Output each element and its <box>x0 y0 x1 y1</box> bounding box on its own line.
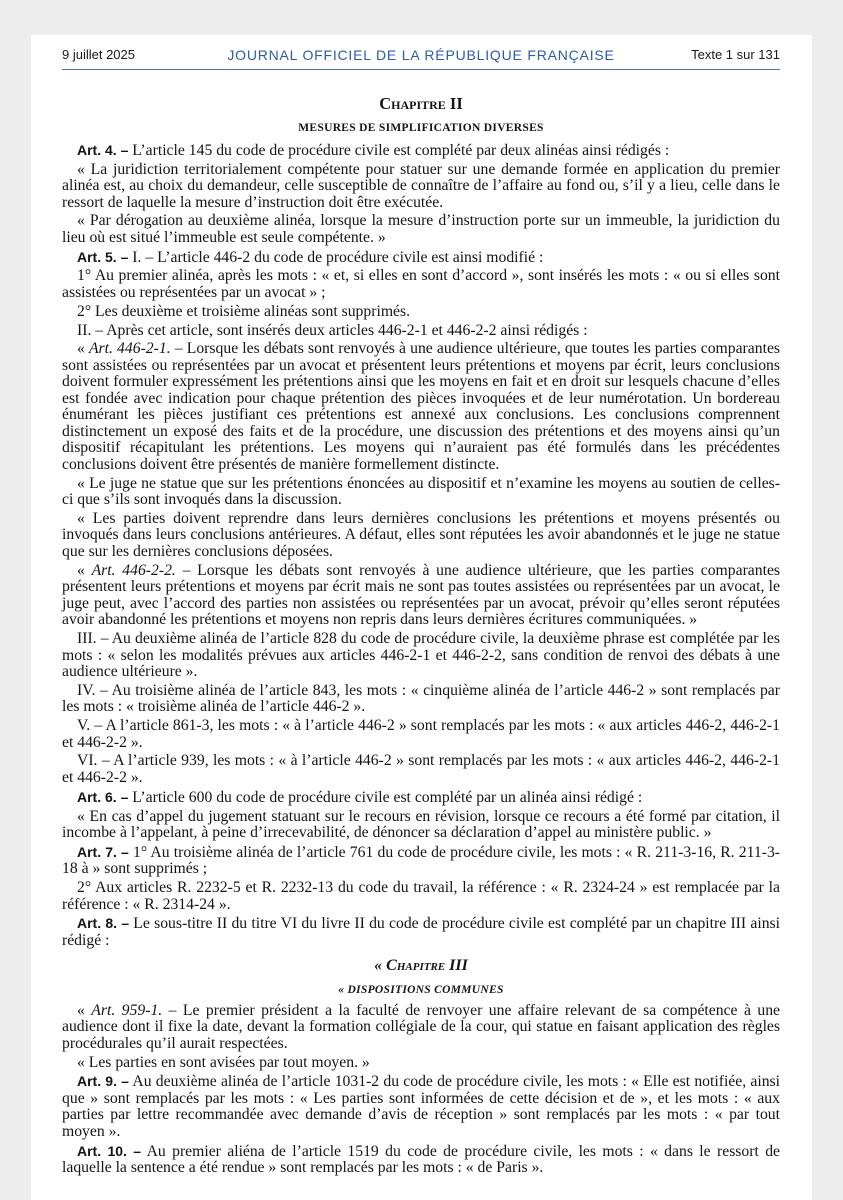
article-5-part-iii: III. – Au deuxième alinéa de l’article 828 du code de procédure civile, la deuxième phrase est complétée par les mots : « selon les modalités prévues aux articles 446-2-1 et 446-2-2, sans condition de renvoi des débats à une audience ultérieure ». <box>62 630 780 681</box>
article-6-intro <box>62 789 780 807</box>
article-446-2-2 <box>62 563 780 629</box>
article-9-label: Art. 9. – <box>77 1073 129 1090</box>
document-body <box>62 94 780 1177</box>
article-4-paragraph-2: « Par dérogation au deuxième alinéa, lorsque la mesure d’instruction porte sur un immeuble, la juridiction du lieu où est situé l’immeuble est seule compétente. » <box>62 212 780 246</box>
header-date: 9 juillet 2025 <box>62 47 135 62</box>
chapter-iii-heading: « DISPOSITIONS COMMUNES <box>338 984 504 997</box>
article-4-label: Art. 4. – <box>77 141 129 158</box>
article-5-part-vi: VI. – A l’article 939, les mots : « à l’article 446-2 » sont remplacés par les mots : « aux articles 446-2, 446-2-1 et 446-2-2 ». <box>62 752 780 786</box>
article-7-item-2: 2° Aux articles R. 2232-5 et R. 2232-13 du code du travail, la référence : « R. 2324-24 » est remplacée par la référence : « R. 2314-24 ». <box>62 879 780 913</box>
article-959-1-ref: Art. 959-1. <box>91 1001 163 1019</box>
article-9-text: Au deuxième alinéa de l’article 1031-2 du code de procédure civile, les mots : « Elle est notifiée, ainsi que » sont remplacés par les mots : « Les parties sont informées de cette décision et de », et les mots : « aux parties par lettre recommandée avec demande d’avis de réception » sont remplacés par les mots : « par tout moyen ». <box>62 1073 781 1140</box>
article-446-2-1-ref: Art. 446-2-1. <box>88 340 171 358</box>
article-446-2-2-ref: Art. 446-2-2. <box>91 561 176 579</box>
article-5-part-iv: IV. – Au troisième alinéa de l’article 843, les mots : « cinquième alinéa de l’article 446-2 » sont remplacés par les mots : « troisième alinéa de l’article 446-2 ». <box>62 681 780 716</box>
article-446-2-2-open-quote: « <box>77 561 85 579</box>
article-446-2-1-paragraph-2: « Le juge ne statue que sur les prétentions énoncées au dispositif et n’examine les moyens au soutien de celles-ci que s’ils sont invoqués dans la discussion. <box>62 474 780 509</box>
article-446-2-2-text: – Lorsque les débats sont renvoyés à une audience ultérieure, que les parties comparantes présentent leurs prétentions et moyens par écrit mais ne sont pas toutes assistées ou représentées par un avocat, le juge peut, avec l’accord des parties non assistées ou représentées par un avocat, prévoir qu’elles seront réputées avoir abandonné les prétentions et moyens non repris dans leurs dernières écritures communiquées. » <box>62 561 781 629</box>
article-7-label: Art. 7. – <box>77 843 129 860</box>
chapter-ii-title: Chapitre II <box>379 94 463 113</box>
article-7-text: 1° Au troisième alinéa de l’article 761 du code de procédure civile, les mots : « R. 211-3-16, R. 211-3-18 à » sont supprimés ; <box>62 843 781 878</box>
article-446-2-1 <box>62 341 780 473</box>
article-5-part-ii: II. – Après cet article, sont insérés deux articles 446-2-1 et 446-2-2 ainsi rédigés : <box>77 321 588 339</box>
article-9 <box>62 1073 780 1140</box>
article-959-1-open-quote: « <box>77 1001 85 1019</box>
article-7-intro <box>62 844 780 878</box>
article-4-intro <box>62 142 780 160</box>
article-446-2-1-open-quote: « <box>77 340 85 358</box>
article-446-2-1-text: – Lorsque les débats sont renvoyés à une audience ultérieure, que toutes les parties comparantes sont assistées ou représentées par un avocat et présentent leurs prétentions et moyens par écrit, leurs conclusions doivent formuler expressément les prétentions ainsi que les moyens en fait et en droit sur lesquels chacune d’elles est fondée avec indication pour chaque prétention des pièces invoquées et de leur numérotation. Un bordereau énumérant les pièces justifiant ces prétentions est annexé aux conclusions. Les conclusions comprennent distinctement un exposé des faits et de la procédure, une discussion des prétentions et des moyens ainsi qu’un dispositif récapitulant les prétentions. Les moyens qui n’auraient pas été formulés dans les précédentes conclusions doivent être présentés de manière formellement distincte. <box>62 340 781 473</box>
article-6-label: Art. 6. – <box>77 788 129 805</box>
article-5-item-1: 1° Au premier alinéa, après les mots : « et, si elles en sont d’accord », sont insérés les mots : « ou si elles sont assistées ou représentées par un avocat » ; <box>62 267 780 301</box>
article-959-1-paragraph-2: « Les parties en sont avisées par tout moyen. » <box>77 1053 370 1071</box>
chapter-iii-title: « Chapitre III <box>374 957 468 975</box>
article-5-intro <box>62 249 780 267</box>
article-4-text: L’article 145 du code de procédure civile est complété par deux alinéas ainsi rédigés : <box>132 141 670 159</box>
article-8-text: Le sous-titre II du titre VI du livre II du code de procédure civile est complété par un chapitre III ainsi rédigé : <box>62 915 781 949</box>
article-10-label: Art. 10. – <box>77 1142 142 1159</box>
article-10-text: Au premier aliéna de l’article 1519 du code de procédure civile, les mots : « dans le ressort de laquelle la sentence a été rendue » sont remplacés par les mots : « de Paris ». <box>62 1142 781 1177</box>
journal-title: JOURNAL OFFICIEL DE LA RÉPUBLIQUE FRANÇAISE <box>227 47 615 63</box>
article-6-text: L’article 600 du code de procédure civile est complété par un alinéa ainsi rédigé : <box>132 788 643 806</box>
article-959-1-text: – Le premier président a la faculté de renvoyer une affaire relevant de sa compétence à une audience dont il fixe la date, devant la formation collégiale de la cour, qui statue en faisant application des règles procédurales qu’il aurait respectées. <box>62 1001 780 1052</box>
article-8-intro <box>62 915 780 949</box>
article-4-paragraph-1: « La juridiction territorialement compétente pour statuer sur une demande formée en application du premier alinéa est, au choix du demandeur, celle susceptible de connaître de l’affaire au fond ou, s’il y a lieu, celle dans le ressort de laquelle la mesure d’instruction doit être exécutée. <box>62 160 780 211</box>
article-8-label: Art. 8. – <box>77 915 130 932</box>
article-5-text: I. – L’article 446-2 du code de procédure civile est ainsi modifié : <box>132 248 544 266</box>
article-10 <box>62 1143 780 1177</box>
header-rule <box>62 69 780 70</box>
text-counter: Texte 1 sur 131 <box>691 47 780 62</box>
article-5-part-v: V. – A l’article 861-3, les mots : « à l’article 446-2 » sont remplacés par les mots : « aux articles 446-2, 446-2-1 et 446-2-2 ». <box>62 717 780 751</box>
article-446-2-1-paragraph-3: « Les parties doivent reprendre dans leurs dernières conclusions les prétentions et moyens présentés ou invoqués dans leurs conclusions antérieures. A défaut, elles sont réputées les avoir abandonnés et le juge ne statue que sur les dernières conclusions déposées. <box>62 509 780 560</box>
article-5-label: Art. 5. – <box>77 248 129 265</box>
chapter-ii-heading: MESURES DE SIMPLIFICATION DIVERSES <box>298 122 544 134</box>
article-6-paragraph-1: « En cas d’appel du jugement statuant sur le recours en révision, lorsque ce recours a été formé par citation, il incombe à l’appelant, à peine d’irrecevabilité, de dénoncer sa déclaration d’appel au ministère public. » <box>62 807 780 841</box>
article-959-1 <box>62 1003 780 1053</box>
article-5-item-2: 2° Les deuxième et troisième alinéas sont supprimés. <box>77 302 411 320</box>
